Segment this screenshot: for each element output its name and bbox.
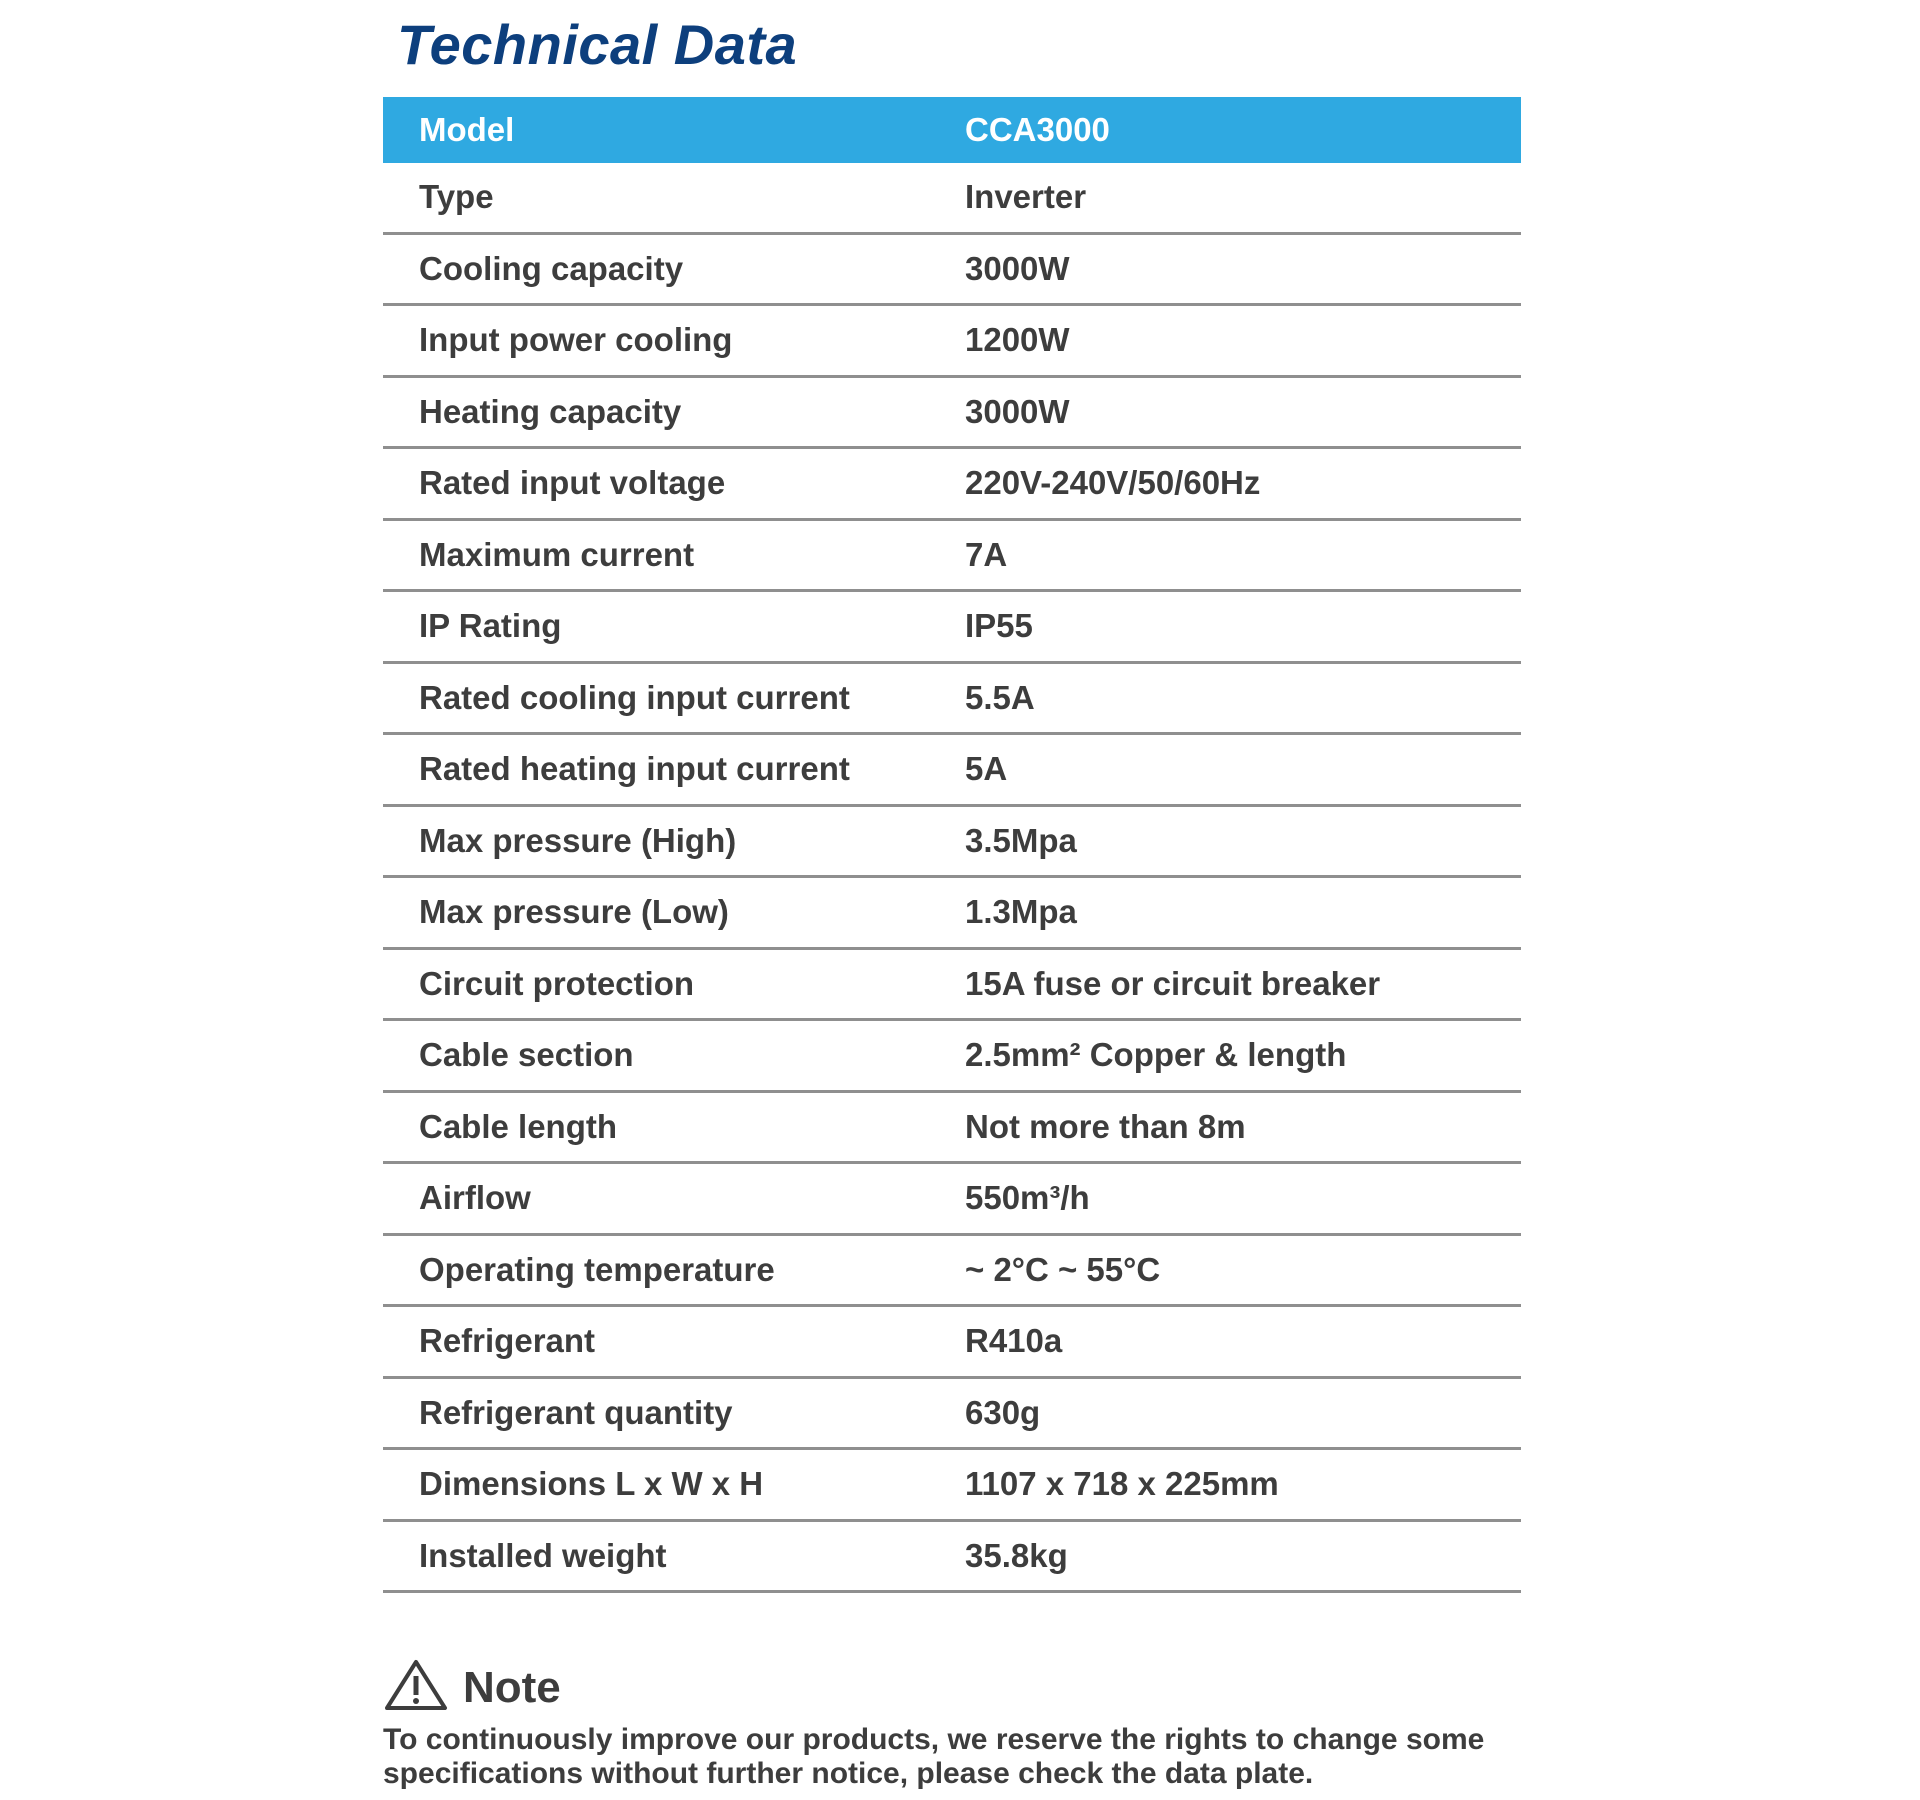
table-row [383,592,1521,664]
table-row [383,878,1521,950]
spec-value: 5.5A [965,678,1035,716]
spec-label: Type [419,178,494,216]
table-row [383,1164,1521,1236]
table-row [383,1522,1521,1594]
header-value: CCA3000 [965,111,1110,148]
table-row [383,1307,1521,1379]
spec-label: Max pressure (Low) [419,893,729,931]
spec-label: Cable length [419,1107,618,1145]
spec-value: 630g [965,1393,1041,1431]
spec-value: 15A fuse or circuit breaker [965,964,1381,1002]
table-row [383,306,1521,378]
spec-label: Max pressure (High) [419,821,737,859]
table-row [383,1236,1521,1308]
table-row [383,664,1521,736]
spec-label: Heating capacity [419,392,682,430]
spec-label: Dimensions L x W x H [419,1465,764,1503]
spec-value: 3000W [965,392,1070,430]
table-row [383,521,1521,593]
table-row [383,1379,1521,1451]
spec-value: ~ 2°C ~ 55°C [965,1250,1161,1288]
spec-value: 5A [965,750,1008,788]
spec-value: 3000W [965,249,1070,287]
spec-value: 3.5Mpa [965,821,1077,859]
table-row [383,163,1521,235]
table-row [383,378,1521,450]
spec-value: 220V-240V/50/60Hz [965,464,1261,502]
spec-label: Refrigerant quantity [419,1393,733,1431]
note-header [383,1658,1623,1717]
spec-label: Rated input voltage [419,464,726,502]
table-row [383,449,1521,521]
spec-value: 550m³/h [965,1179,1090,1217]
spec-value: 2.5mm² Copper & length [965,1036,1347,1074]
table-row [383,1450,1521,1522]
note-text: To continuously improve our products, we reserve the rights to change some specifications without further notice, please check the data plate. [383,1723,1485,1790]
spec-value: Not more than 8m [965,1107,1246,1145]
table-body [383,163,1521,1593]
spec-value: R410a [965,1322,1063,1360]
spec-label: Refrigerant [419,1322,596,1360]
spec-value: 1107 x 718 x 225mm [965,1465,1279,1503]
table-row [383,807,1521,879]
spec-value: 35.8kg [965,1536,1068,1574]
spec-label: Maximum current [419,535,695,573]
spec-label: Cooling capacity [419,249,684,287]
note-title: Note [463,1662,561,1712]
spec-value: IP55 [965,607,1033,645]
spec-label: Airflow [419,1179,531,1217]
note-block [383,1658,1623,1791]
table-row [383,1021,1521,1093]
header-label: Model [419,111,515,148]
table-row [383,735,1521,807]
spec-label: Rated cooling input current [419,678,850,716]
page-title: Technical Data [397,13,798,76]
spec-label: Operating temperature [419,1250,775,1288]
table-row [383,950,1521,1022]
table-row [383,235,1521,307]
spec-value: Inverter [965,178,1087,216]
spec-label: Cable section [419,1036,634,1074]
spec-table [383,97,1521,1593]
spec-value: 1200W [965,321,1070,359]
spec-label: Circuit protection [419,964,695,1002]
spec-label: Installed weight [419,1536,667,1574]
table-header-row [383,97,1521,163]
spec-label: Rated heating input current [419,750,850,788]
spec-value: 7A [965,535,1008,573]
warning-icon [383,1658,449,1717]
spec-label: Input power cooling [419,321,733,359]
spec-value: 1.3Mpa [965,893,1077,931]
spec-label: IP Rating [419,607,562,645]
table-row [383,1093,1521,1165]
